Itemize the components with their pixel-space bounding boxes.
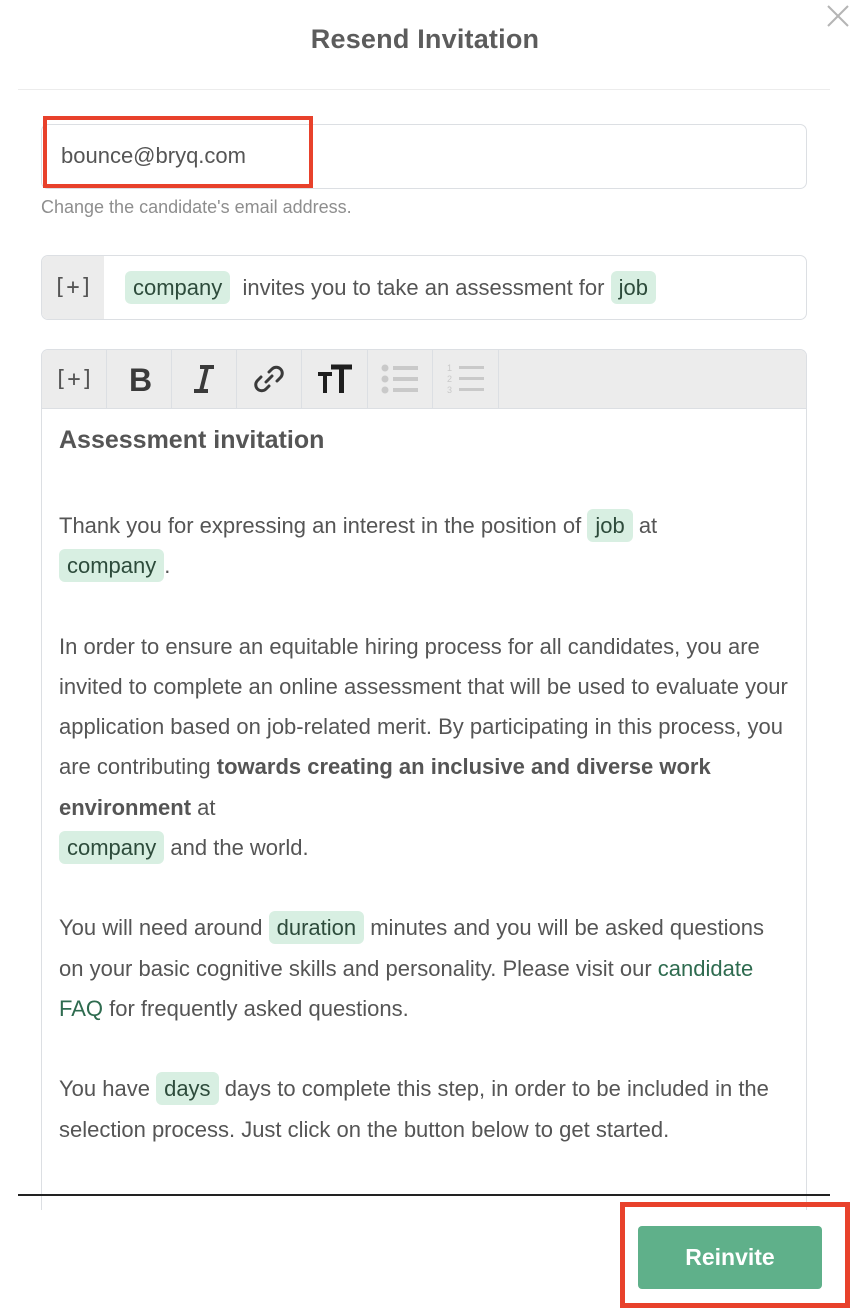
paragraph-thanks	[59, 506, 789, 587]
svg-text:2: 2	[447, 374, 453, 384]
p1-period: .	[164, 553, 171, 579]
close-icon[interactable]	[824, 2, 850, 30]
message-editor[interactable]	[41, 349, 807, 1210]
editor-toolbar	[42, 350, 806, 409]
reinvite-button[interactable]: Reinvite	[638, 1226, 822, 1289]
variable-tag-job: job	[611, 271, 656, 304]
paragraph-duration	[59, 908, 789, 1029]
numbered-list-icon	[446, 362, 486, 396]
p3-text-middle: minutes and you will be asked questions on your basic cognitive skills and personality. Please visit our	[59, 915, 765, 981]
italic-icon	[191, 364, 217, 394]
email-highlight-box	[43, 116, 313, 188]
email-helper-text: Change the candidate's email address.	[41, 197, 352, 217]
subject-text[interactable]	[125, 271, 656, 304]
numbered-list-button[interactable]	[434, 350, 499, 408]
italic-button[interactable]	[172, 350, 237, 408]
footer-divider	[18, 1194, 830, 1196]
bold-icon	[126, 364, 152, 394]
p4-text-end: days to complete this step, in order to be included in the selection process. Just click on the button below to get started.	[59, 1076, 769, 1142]
p2-text-end: and the world.	[170, 835, 309, 861]
message-body[interactable]	[59, 420, 789, 1150]
paragraph-equitable	[59, 627, 789, 869]
email-value: bounce@bryq.com	[61, 143, 246, 168]
subject-middle-text: invites you to take an assessment for	[242, 275, 605, 300]
variable-tag-days: days	[156, 1072, 218, 1105]
p2-text-at: at	[197, 794, 216, 820]
bulleted-list-button[interactable]	[368, 350, 433, 408]
paragraph-days	[59, 1069, 789, 1150]
subject-field[interactable]	[41, 255, 807, 320]
message-heading: Assessment invitation	[59, 426, 325, 454]
svg-text:1: 1	[447, 363, 453, 373]
modal-title: Resend Invitation	[310, 24, 540, 54]
p1-text-at: at	[638, 513, 658, 538]
variable-tag-duration: duration	[269, 911, 365, 944]
p1-text: Thank you for expressing an interest in the position of	[59, 513, 582, 538]
reinvite-highlight-box	[620, 1202, 850, 1308]
candidate-faq-link[interactable]: candidate FAQ	[59, 955, 754, 1021]
bulleted-list-icon	[380, 362, 420, 396]
svg-text:3: 3	[447, 385, 453, 395]
header-divider	[18, 89, 830, 90]
subject-insert-variable-button[interactable]: [+]	[42, 256, 104, 319]
p2-text: In order to ensure an equitable hiring process for all candidates, you are invited to complete an online assessment that will be used to evaluate your application based on job-related merit. By participating in this process, you are contributing	[59, 633, 788, 780]
link-icon	[252, 362, 286, 396]
text-size-button[interactable]	[303, 350, 368, 408]
variable-tag-company: company	[59, 831, 164, 864]
link-button[interactable]	[237, 350, 302, 408]
p4-text: You have	[59, 1076, 150, 1102]
variable-tag-job: job	[587, 509, 632, 542]
p3-text: You will need around	[59, 915, 263, 941]
svg-text:B: B	[129, 364, 152, 394]
p2-bold-text: towards creating an inclusive and diverse work environment	[59, 754, 711, 820]
text-size-icon	[316, 363, 354, 395]
variable-tag-company: company	[59, 549, 164, 582]
variable-tag-company: company	[125, 271, 230, 304]
insert-variable-button[interactable]: [+]	[42, 350, 107, 408]
bold-button[interactable]	[107, 350, 172, 408]
p3-text-end: for frequently asked questions.	[109, 995, 409, 1021]
